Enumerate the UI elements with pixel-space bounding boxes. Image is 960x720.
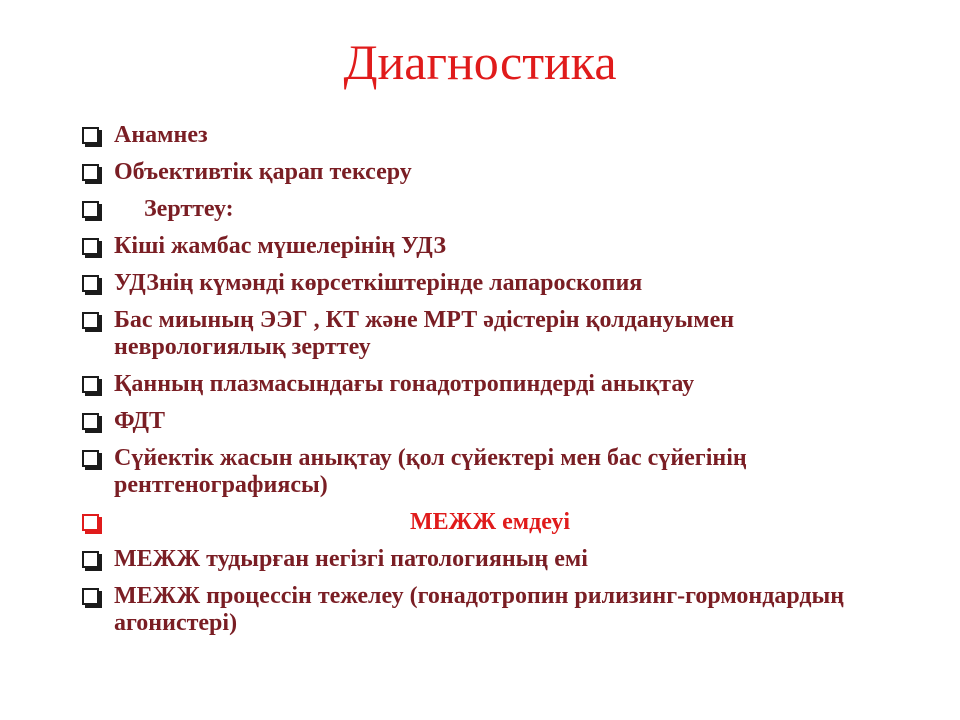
- list-item: [80, 196, 900, 223]
- list-item: [80, 583, 900, 637]
- list-item-text: МЕЖЖ тудырған негізгі патологияның емі: [114, 546, 588, 572]
- list-item-text: Қанның плазмасындағы гонадотропиндерді анықтау: [114, 371, 695, 397]
- list-item-text: Анамнез: [114, 122, 208, 148]
- checkbox-bullet-icon: [82, 201, 99, 218]
- list-item-text: Сүйектік жасын анықтау (қол сүйектері мен бас сүйегінің рентгенографиясы): [114, 445, 747, 498]
- list-item-text: Объективтік қарап тексеру: [114, 159, 412, 185]
- list-item-text: УДЗнің күмәнді көрсеткіштерінде лапароскопия: [114, 270, 643, 296]
- section-heading-text: МЕЖЖ емдеуі: [410, 509, 570, 535]
- checkbox-bullet-icon: [82, 312, 99, 329]
- list-item-text: Кіші жамбас мүшелерінің УДЗ: [114, 233, 447, 259]
- list-item: [80, 371, 900, 398]
- checkbox-bullet-icon: [82, 450, 99, 467]
- list-item: [80, 233, 900, 260]
- list-item: [80, 159, 900, 186]
- checkbox-bullet-icon: [82, 413, 99, 430]
- list-item-text: ФДТ: [114, 408, 166, 434]
- checkbox-bullet-icon: [82, 514, 99, 531]
- list-item-text: Зерттеу:: [144, 196, 234, 222]
- page-title: Диагностика: [343, 34, 617, 90]
- list-item-text: Бас миының ЭЭГ , КТ және МРТ әдістерін қолдануымен неврологиялық зерттеу: [114, 307, 735, 360]
- checkbox-bullet-icon: [82, 164, 99, 181]
- checkbox-bullet-icon: [82, 275, 99, 292]
- checkbox-bullet-icon: [82, 127, 99, 144]
- list-item: [80, 270, 900, 297]
- checkbox-bullet-icon: [82, 588, 99, 605]
- checkbox-bullet-icon: [82, 238, 99, 255]
- list-item: [80, 546, 900, 573]
- list-item: [80, 408, 900, 435]
- list-item-section-heading: [80, 509, 900, 536]
- checkbox-bullet-icon: [82, 551, 99, 568]
- bullet-list: [80, 122, 900, 647]
- list-item-text: МЕЖЖ процессін тежелеу (гонадотропин рилизинг-гормондардың агонистері): [114, 583, 845, 636]
- list-item: [80, 122, 900, 149]
- checkbox-bullet-icon: [82, 376, 99, 393]
- list-item: [80, 307, 900, 361]
- list-item: [80, 445, 900, 499]
